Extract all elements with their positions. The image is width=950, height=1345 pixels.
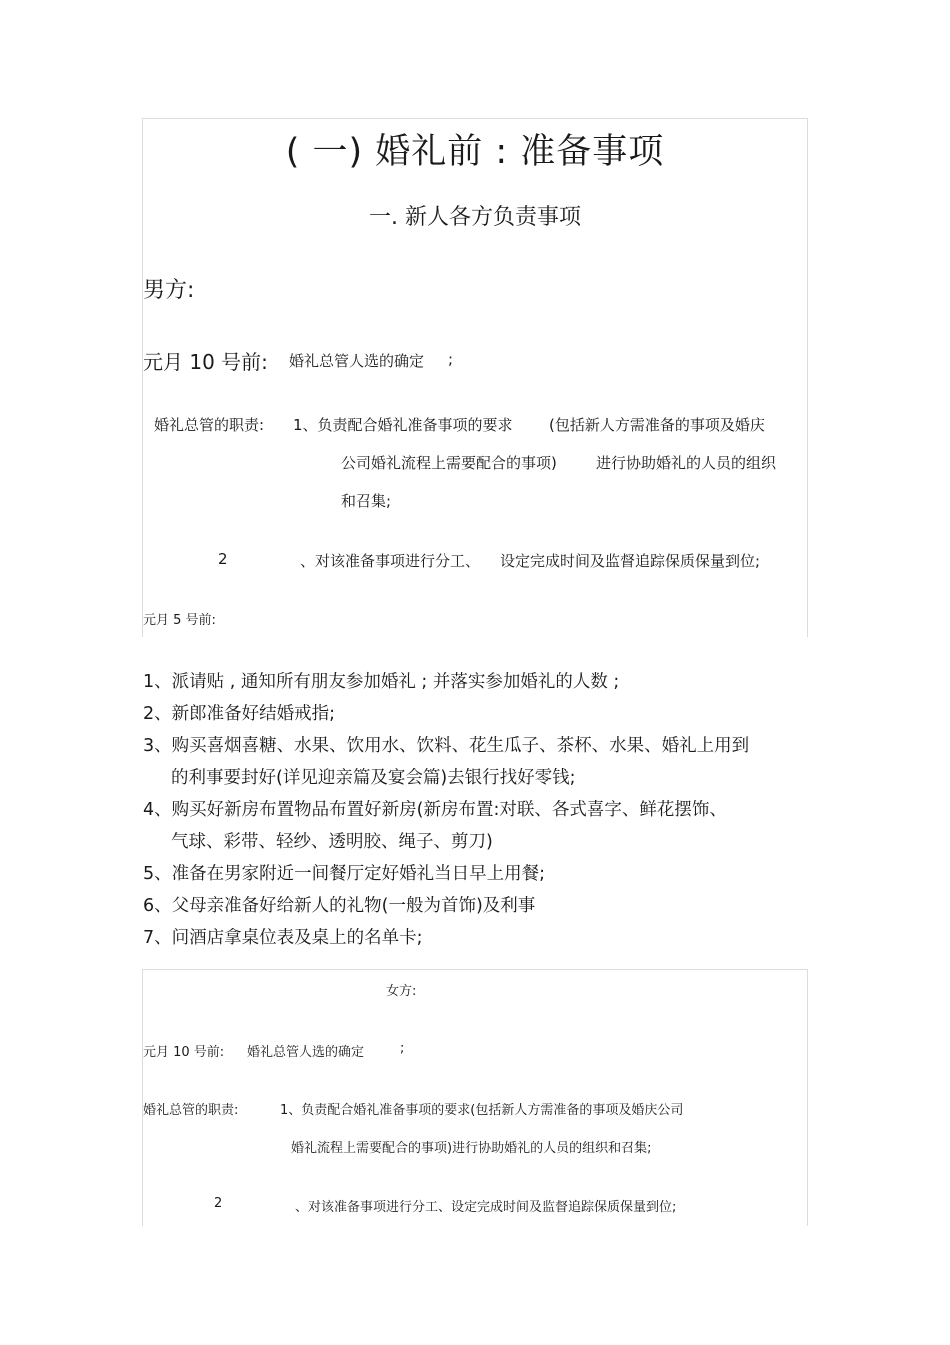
groom-duty2-part-a: 、对该准备事项进行分工、 [300, 552, 481, 570]
groom-duty1-part-c: 公司婚礼流程上需要配合的事项) [341, 454, 557, 472]
bride-date1-semicolon: ; [400, 1041, 405, 1056]
groom-date2-label: 元月 5 号前: [143, 613, 216, 628]
bride-duty-label: 婚礼总管的职责: [143, 1103, 239, 1118]
groom-duty2-number: 2 [218, 550, 228, 568]
page-title: ( 一) 婚礼前 : 准备事项 [285, 132, 665, 172]
list-item: 2、新郎准备好结婚戒指; [143, 704, 336, 724]
groom-date1-label: 元月 10 号前: [143, 350, 268, 374]
groom-duty1-part-d: 进行协助婚礼的人员的组织 [596, 454, 777, 472]
bride-duty2-number: 2 [214, 1196, 223, 1211]
list-item-continuation: 的利事要封好(详见迎亲篇及宴会篇)去银行找好零钱; [171, 768, 576, 788]
groom-duty2-part-b: 设定完成时间及监督追踪保质保量到位; [500, 552, 761, 570]
list-item: 3、购买喜烟喜糖、水果、饮用水、饮料、花生瓜子、茶杯、水果、婚礼上用到 [143, 736, 750, 756]
bride-heading: 女方: [386, 984, 417, 999]
groom-date1-semicolon: ; [448, 350, 454, 368]
section-subtitle: 一. 新人各方负责事项 [369, 205, 581, 230]
bride-date1-label: 元月 10 号前: [143, 1045, 225, 1060]
groom-duty1-part-e: 和召集; [341, 492, 392, 510]
list-item: 1、派请贴 , 通知所有朋友参加婚礼 ; 并落实参加婚礼的人数 ; [143, 672, 620, 692]
groom-duty1-part-b: (包括新人方需准备的事项及婚庆 [549, 416, 765, 434]
bride-duty1-part-a: 1、负责配合婚礼准备事项的要求(包括新人方需准备的事项及婚庆公司 [280, 1103, 684, 1118]
list-item: 7、问酒店拿桌位表及桌上的名单卡; [143, 928, 423, 948]
list-item: 5、准备在男家附近一间餐厅定好婚礼当日早上用餐; [143, 864, 546, 884]
groom-date1-text: 婚礼总管人选的确定 [289, 352, 425, 370]
list-item: 4、购买好新房布置物品布置好新房(新房布置:对联、各式喜字、鲜花摆饰、 [143, 800, 727, 820]
groom-heading: 男方: [143, 278, 195, 303]
groom-duty1-part-a: 1、负责配合婚礼准备事项的要求 [293, 416, 513, 434]
bride-date1-text: 婚礼总管人选的确定 [247, 1045, 365, 1060]
bride-section-frame [142, 969, 808, 1226]
groom-duty-label: 婚礼总管的职责: [154, 416, 265, 434]
list-item: 6、父母亲准备好给新人的礼物(一般为首饰)及利事 [143, 896, 536, 916]
list-item-continuation: 气球、彩带、轻纱、透明胶、绳子、剪刀) [171, 832, 493, 852]
bride-duty1-part-b: 婚礼流程上需要配合的事项)进行协助婚礼的人员的组织和召集; [291, 1141, 652, 1156]
bride-duty2-part-a: 、对该准备事项进行分工、设定完成时间及监督追踪保质保量到位; [295, 1200, 677, 1215]
